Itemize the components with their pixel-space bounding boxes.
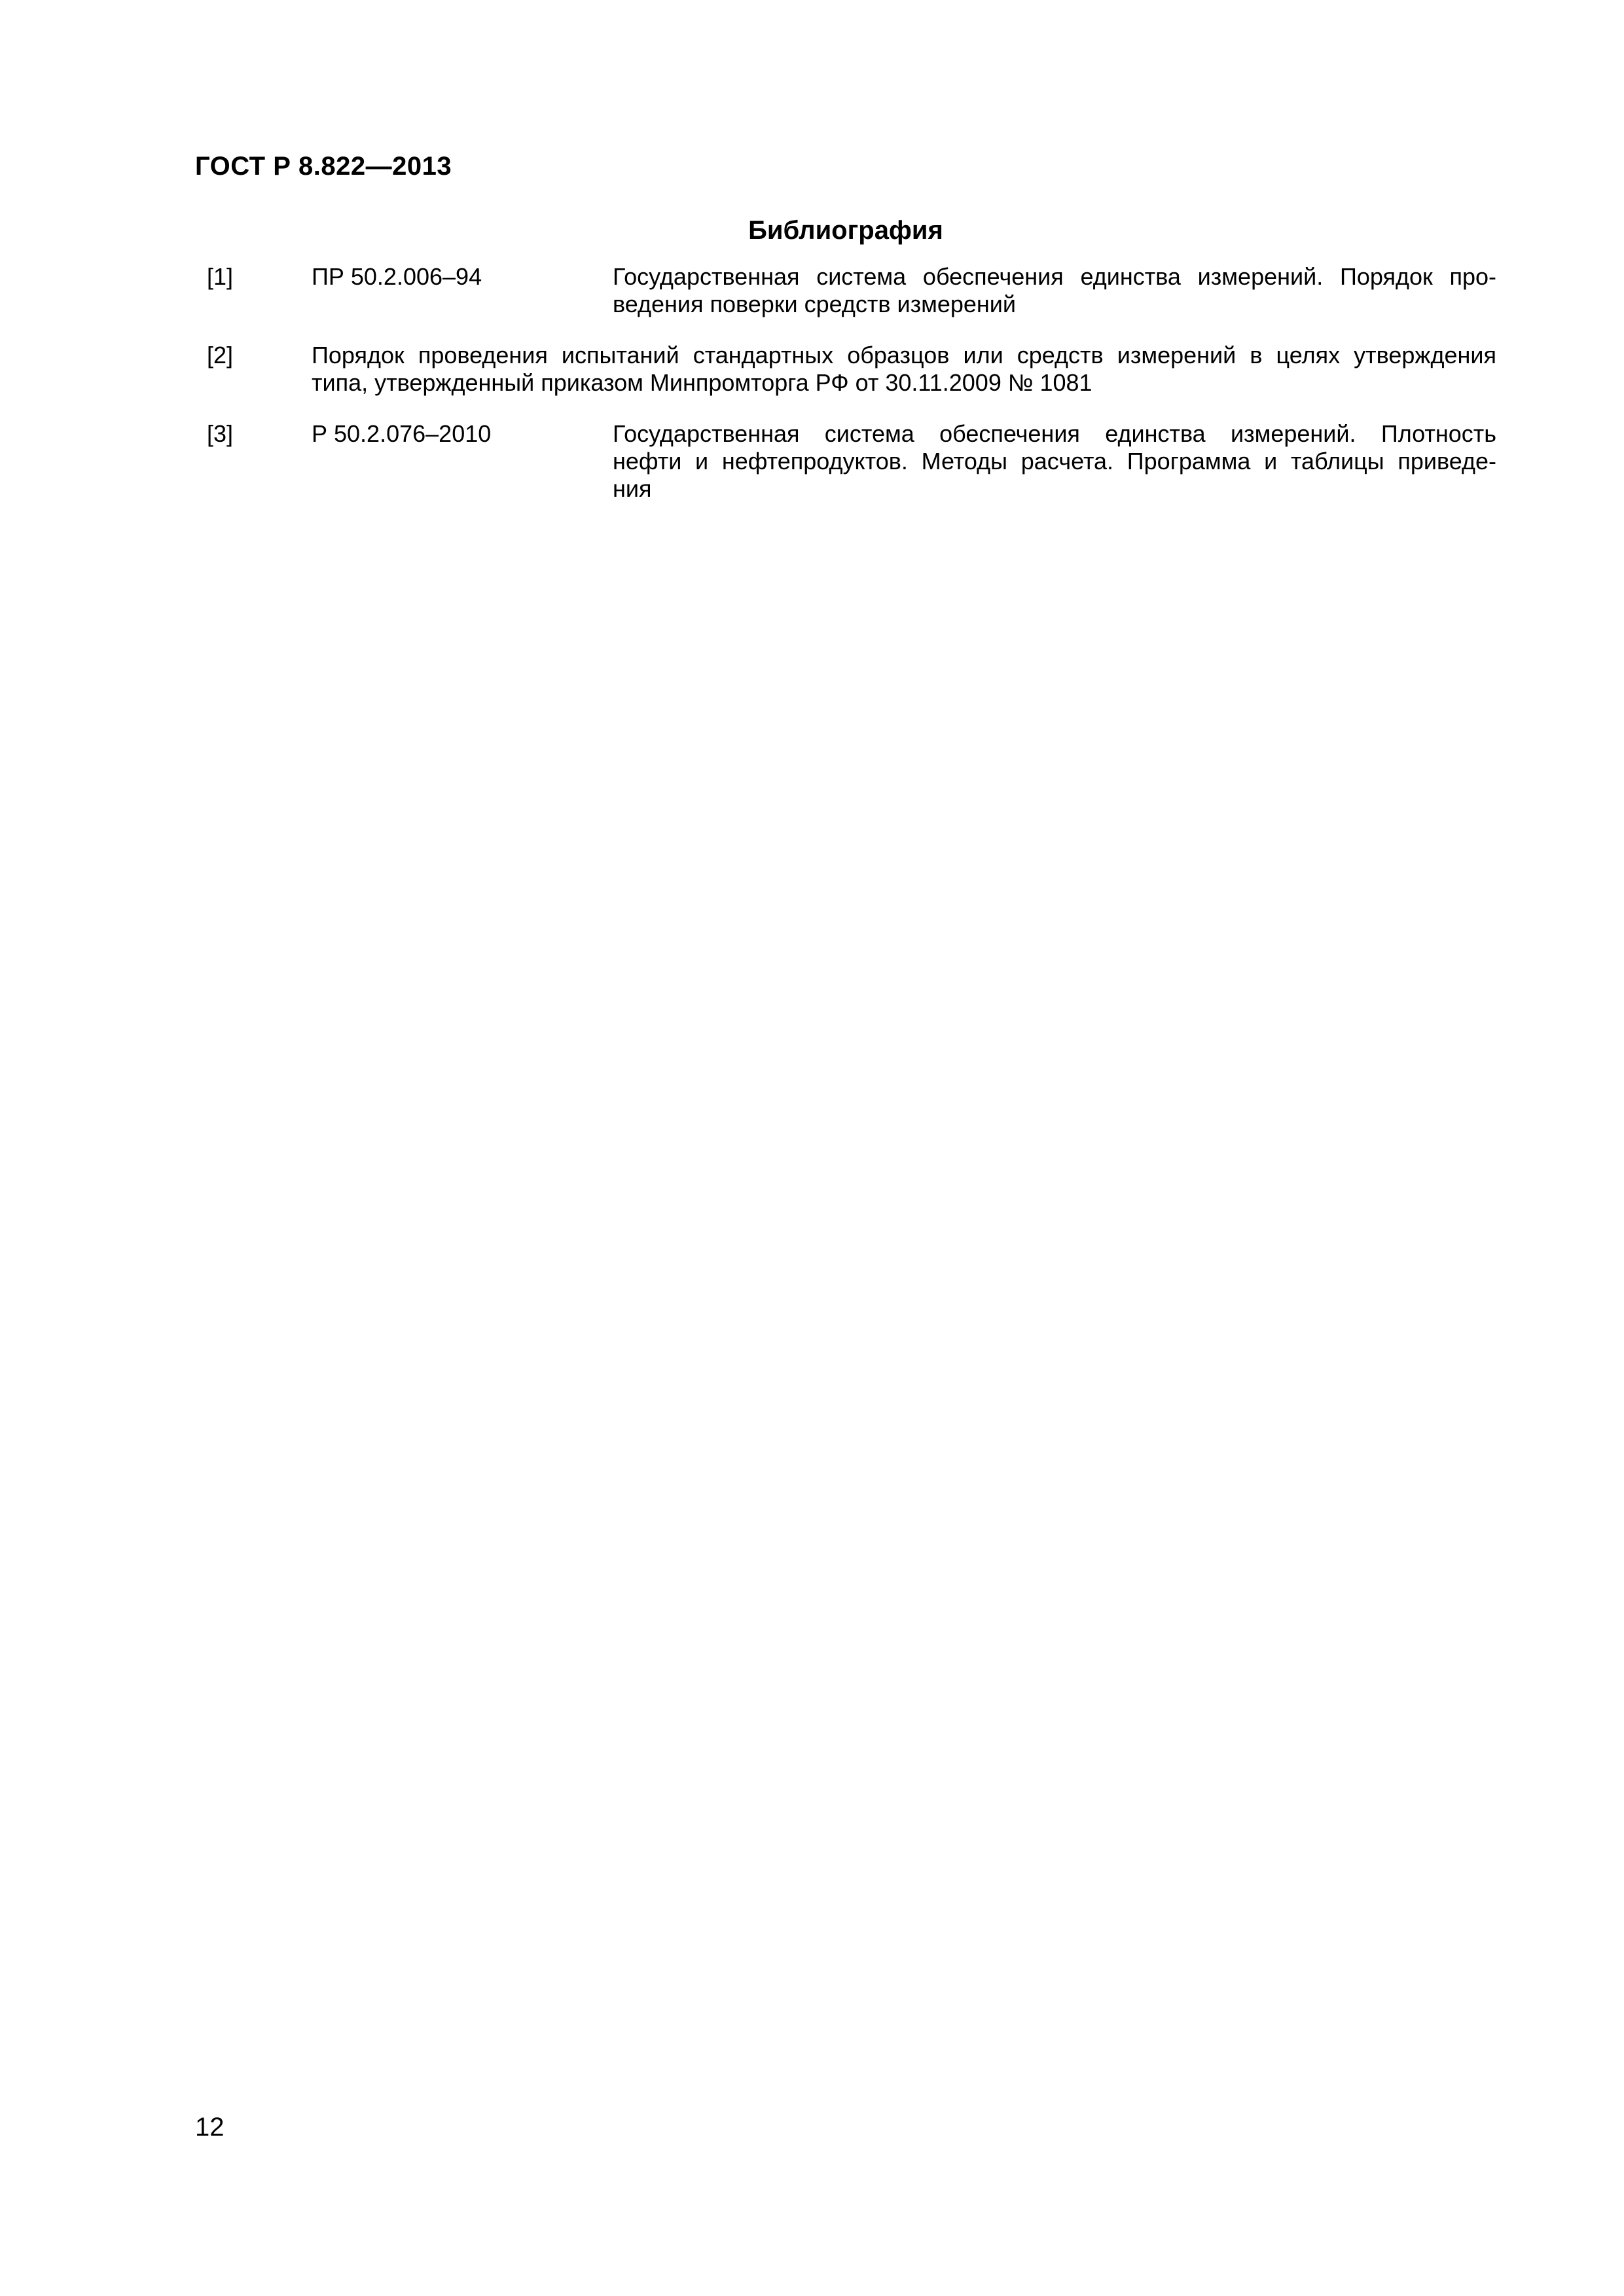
bibliography-entry-2 — [195, 342, 1496, 397]
entry-line: типа, утвержденный приказом Минпромторга РФ от 30.11.2009 № 1081 — [312, 369, 1092, 396]
entry-line: ведения поверки средств измерений — [613, 291, 1017, 317]
entry-number: [1] — [207, 263, 234, 290]
entry-number: [3] — [207, 420, 234, 447]
entry-line: Государственная система обеспечения единства измерений. Плотность — [613, 420, 1496, 447]
entry-code: ПР 50.2.006–94 — [312, 263, 482, 290]
document-code-header: ГОСТ Р 8.822—2013 — [195, 152, 452, 181]
entry-line: нефти и нефтепродуктов. Методы расчета. Программа и таблицы приведе- — [613, 448, 1496, 475]
entry-code: Р 50.2.076–2010 — [312, 420, 492, 447]
bibliography-entry-3 — [195, 420, 1496, 503]
entry-description — [312, 342, 1496, 397]
bibliography-title: Библиография — [748, 216, 943, 245]
entry-description — [613, 420, 1496, 503]
bibliography-list — [195, 263, 1496, 526]
bibliography-entry-1 — [195, 263, 1496, 318]
entry-number: [2] — [207, 342, 234, 368]
entry-line: Государственная система обеспечения единства измерений. Порядок про- — [613, 263, 1496, 290]
entry-line: Порядок проведения испытаний стандартных образцов или средств измерений в целях утверждения — [312, 342, 1496, 368]
entry-line: ния — [613, 475, 652, 502]
entry-description — [613, 263, 1496, 318]
page-number: 12 — [195, 2113, 225, 2142]
